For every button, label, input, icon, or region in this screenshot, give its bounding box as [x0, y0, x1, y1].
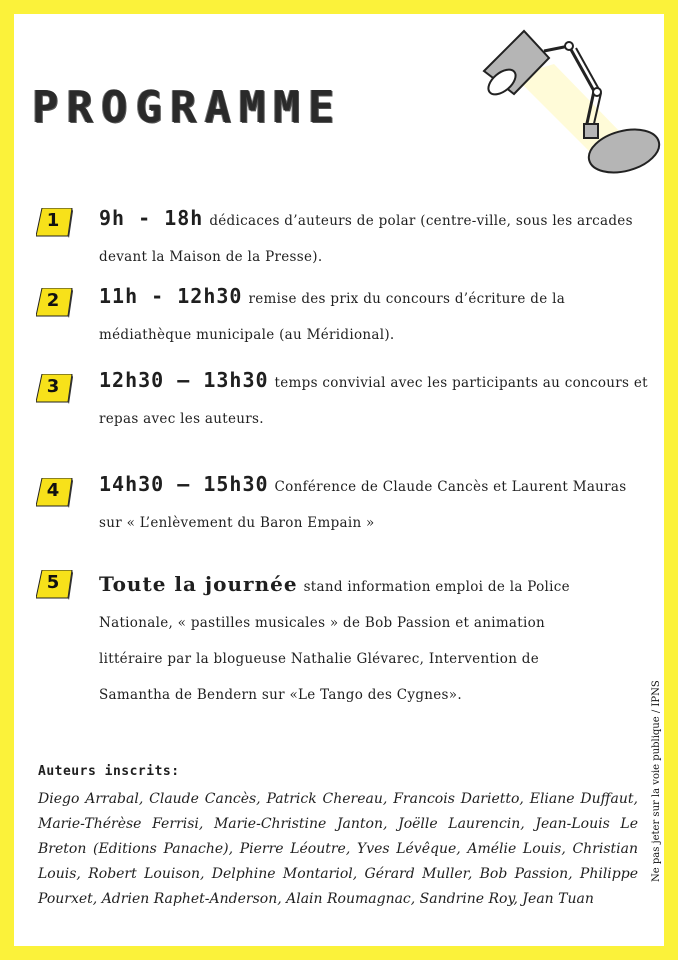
item-number: 5: [46, 572, 60, 593]
item-description: dédicaces d’auteurs de polar (centre-ville, sous les arcades devant la Maison de la Presse).: [99, 213, 633, 265]
number-badge: [36, 208, 72, 236]
item-description: Conférence de Claude Cancès et Laurent Mauras sur « L’enlèvement du Baron Empain »: [99, 479, 627, 531]
authors-heading: Auteurs inscrits:: [38, 764, 180, 779]
item-time: 12h30 – 13h30: [99, 368, 269, 392]
item-time: 11h - 12h30: [99, 284, 243, 308]
flyer-page: [14, 14, 664, 946]
item-time: Toute la journée: [99, 572, 298, 596]
item-description: temps convivial avec les participants au concours et repas avec les auteurs.: [99, 375, 648, 427]
item-description: stand information emploi de la Police Nationale, « pastilles musicales » de Bob Passion et animation littéraire par la blogueuse Nathalie Glévarec, Intervention de Samantha de Bendern sur «Le Tango des Cygnes».: [99, 579, 570, 703]
item-number: 3: [46, 376, 60, 397]
item-number: 1: [46, 210, 60, 231]
desk-lamp-icon: [474, 16, 664, 176]
item-number: 4: [46, 480, 60, 501]
authors-list: Diego Arrabal, Claude Cancès, Patrick Chereau, Francois Darietto, Eliane Duffaut, Marie-Thérèse Ferrisi, Marie-Christine Janton, Joëlle Laurencin, Jean-Louis Le Breton (Editions Panache), Pierre Léoutre, Yves Lévêque, Amélie Louis, Christian Louis, Robert Louison, Delphine Montariol, Gérard Muller, Bob Passion, Philippe Pourxet, Adrien Raphet-Anderson, Alain Roumagnac, Sandrine Roy, Jean Tuan: [38, 791, 638, 907]
item-number: 2: [46, 290, 60, 311]
page-title: PROGRAMME: [32, 82, 343, 133]
side-note: Ne pas jeter sur la voie publique / IPNS: [651, 680, 662, 882]
item-time: 14h30 – 15h30: [99, 472, 269, 496]
item-description: remise des prix du concours d’écriture de la médiathèque municipale (au Méridional).: [99, 291, 566, 343]
number-badge: [36, 570, 72, 598]
number-badge: [36, 288, 72, 316]
number-badge: [36, 374, 72, 402]
item-time: 9h - 18h: [99, 206, 204, 230]
number-badge: [36, 478, 72, 506]
